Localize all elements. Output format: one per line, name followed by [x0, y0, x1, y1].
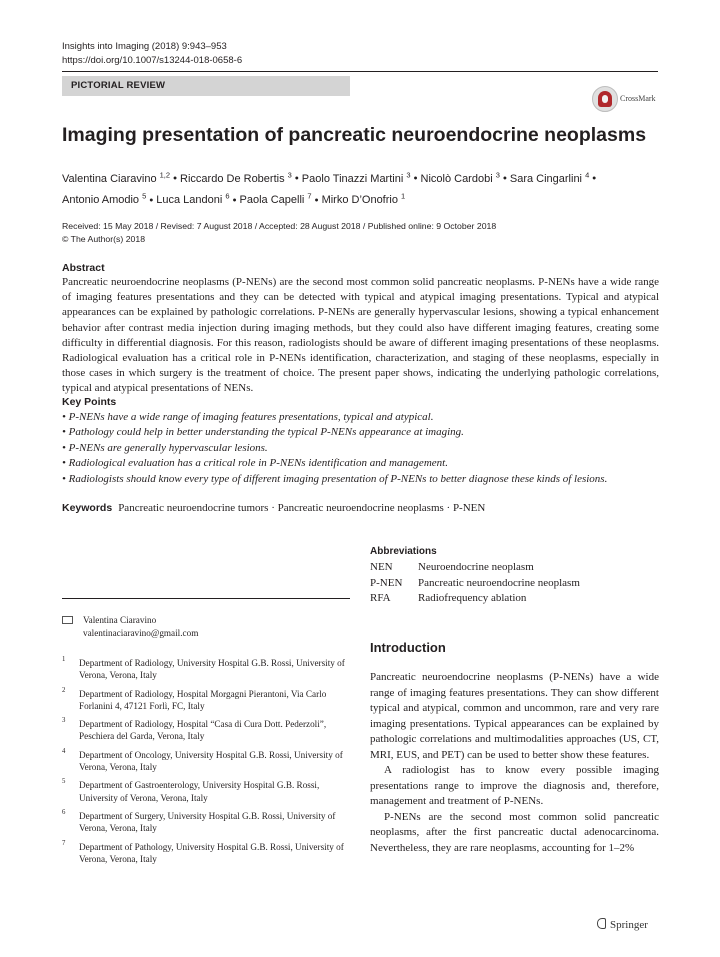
key-point: • P-NENs have a wide range of imaging features presentations, typical and atypical.: [62, 411, 434, 423]
author[interactable]: Valentina Ciaravino $^{1,2}$: [62, 170, 171, 185]
keywords: [62, 502, 485, 514]
abbreviations-heading: Abbreviations: [370, 546, 437, 557]
envelope-icon: [62, 616, 73, 624]
author[interactable]: Mirko D’Onofrio $^1$: [321, 191, 406, 207]
affiliation: 4 Department of Oncology, University Hospital G.B. Rossi, University of Verona, Verona, Italy: [62, 747, 343, 773]
crossmark-badge[interactable]: [592, 86, 658, 116]
affiliation: 1 Department of Radiology, University Hospital G.B. Rossi, University of Verona, Verona, Italy: [62, 656, 345, 681]
paragraph: A radiologist has to know every possible imaging presentations range to improve the diagnosis and, therefore, management and treatment of P-NENs.: [370, 764, 659, 807]
correspondent-email[interactable]: valentinaciaravino@gmail.com: [83, 628, 199, 638]
section-label: PICTORIAL REVIEW: [62, 76, 350, 96]
abbreviation-row: NEN Neuroendocrine neoplasm: [370, 561, 534, 573]
journal-doi[interactable]: https://doi.org/10.1007/s13244-018-0658-6: [62, 55, 243, 66]
key-point: • Pathology could help in better understanding the typical P-NENs appearance at imaging.: [62, 426, 464, 439]
author-list: [62, 166, 662, 209]
springer-horse-icon: [597, 918, 606, 929]
author[interactable]: Riccardo De Robertis $^3$: [180, 170, 292, 185]
abbreviations-table: [370, 560, 580, 607]
journal-header: [62, 40, 242, 68]
copyright-line: © The Author(s) 2018: [62, 234, 146, 244]
abbreviation-row: RFA Radiofrequency ablation: [370, 592, 527, 604]
journal-citation: Insights into Imaging (2018) 9:943–953: [62, 41, 227, 52]
affiliations: [62, 657, 352, 871]
author-line-1: Valentina Ciaravino $^{1,2}$ • Riccardo De Robertis $^3$ • Paolo Tinazzi Martini $^3$ • Nicolò Cardobi $^3$ • Sara Cingarlini $^4$ •: [62, 170, 597, 185]
affiliation: 3 Department of Radiology, Hospital “Casa di Cura Dott. Pederzoli”, Peschiera del Garda, Verona, Italy: [62, 717, 327, 742]
crossmark-icon: [592, 86, 618, 112]
keywords-label: Keywords: [62, 502, 113, 514]
author[interactable]: Sara Cingarlini $^4$: [509, 170, 590, 185]
affiliation: 6 Department of Surgery, University Hospital G.B. Rossi, University of Verona, Verona, Italy: [62, 808, 336, 834]
paragraph: P-NENs are the second most common solid pancreatic neoplasms, after the first pancreatic ductal adenocarcinoma. Nevertheless, they are rare neoplasms, accounting for 1–2%: [370, 810, 659, 854]
keywords-text: Pancreatic neuroendocrine tumors · Pancreatic neuroendocrine neoplasms · P-NEN: [118, 502, 486, 514]
header-rule: [62, 71, 658, 72]
publisher-logo: [597, 917, 648, 931]
correspondent-name: Valentina Ciaravino: [83, 615, 157, 625]
key-point: • Radiological evaluation has a critical role in P-NENs identification and management.: [62, 457, 448, 470]
abstract-heading: Abstract: [62, 262, 105, 274]
author[interactable]: Nicolò Cardobi $^3$: [420, 170, 500, 185]
author[interactable]: Luca Landoni $^6$: [156, 191, 230, 207]
crossmark-label: CrossMark: [620, 94, 656, 103]
introduction-text: [370, 670, 659, 856]
abbreviation-row: P-NEN Pancreatic neuroendocrine neoplasm: [370, 576, 580, 589]
introduction-heading: Introduction: [370, 640, 446, 655]
key-points-heading: Key Points: [62, 396, 117, 408]
footnote-rule: [62, 598, 350, 599]
correspondence: [62, 614, 198, 640]
publication-dates: [62, 220, 682, 246]
affiliation: 7 Department of Pathology, University Hospital G.B. Rossi, University of Verona, Verona, Italy: [62, 839, 344, 864]
key-points-list: [62, 410, 662, 487]
key-point: • P-NENs are generally hypervascular lesions.: [62, 441, 268, 454]
paragraph: Pancreatic neuroendocrine neoplasms (P-NENs) have a wide range of imaging features presentations. They can show different typical and atypical, common and uncommon, rare and very rare imaging presentations. Typical appearances can be explained by pathologic correlations and multimodalities approaches (US, CT, MRI, EUS, and PET) can be used to better show these features.: [370, 671, 659, 761]
author[interactable]: Paolo Tinazzi Martini $^3$: [301, 170, 411, 185]
abstract-text: Pancreatic neuroendocrine neoplasms (P-NENs) are the second most common solid pancreatic neoplasms. P-NENs have a wide range of imaging features presentations and they can be detected with typical and atypical imaging presentations. Typical and atypical appearances can be explained by pathologic correlations. P-NENs are generally hypervascular lesions, showing a typical enhancement behavior after contrast media injection during imaging methods, but they could also have different imaging features, creating some difficulty in differential diagnosis. For this reason, radiologists should be aware of different imaging presentations of these neoplasms. Radiological evaluation has a critical role in P-NENs identification, characterization, and staging of these neoplasms, especially in those cases in which surgery is the treatment of choice. The present paper shows, indicating the underlying pathologic correlations, typical and atypical presentations of NENs.: [62, 276, 659, 395]
affiliation: 5 Department of Gastroenterology, University Hospital G.B. Rossi, University of Verona, Verona, Italy: [62, 778, 320, 803]
author[interactable]: Antonio Amodio $^5$: [62, 191, 147, 207]
publisher-name: Springer: [610, 919, 648, 931]
key-point: • Radiologists should know every type of different imaging presentation of P-NENs to better diagnose these kinds of lesions.: [62, 472, 608, 485]
dates-line: Received: 15 May 2018 / Revised: 7 August 2018 / Accepted: 28 August 2018 / Published online: 9 October 2018: [62, 221, 497, 231]
article-title: Imaging presentation of pancreatic neuroendocrine neoplasms: [62, 124, 647, 146]
affiliation: 2 Department of Radiology, Hospital Morgagni Pierantoni, Via Carlo Forlanini 4, 47121 Forlì, FC, Italy: [62, 686, 327, 711]
author[interactable]: Paola Capelli $^7$: [239, 191, 312, 207]
author-line-2: Antonio Amodio $^5$ • Luca Landoni $^6$ • Paola Capelli $^7$ • Mirko D’Onofrio $^1$: [62, 191, 406, 207]
